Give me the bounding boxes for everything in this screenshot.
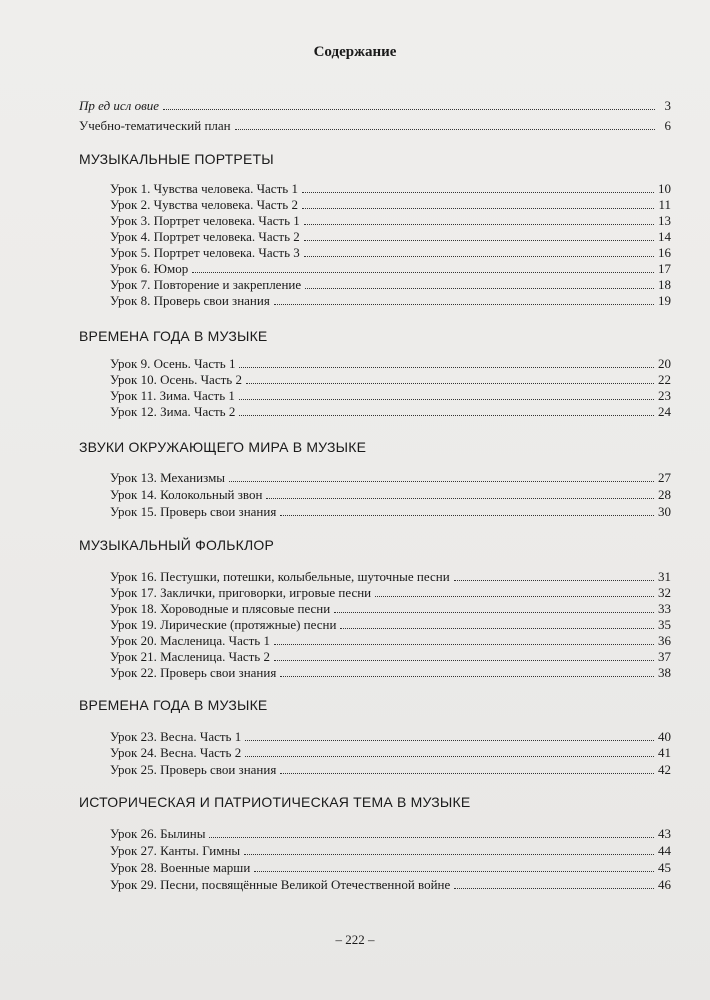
toc-entry-label: Урок 16. Пестушки, потешки, колыбельные, шуточные песни [110,569,450,584]
leader-dots [254,860,654,872]
toc-entry [79,118,671,134]
toc-entry-label: Урок 24. Весна. Часть 2 [110,745,242,760]
toc-entry-page: 13 [658,213,671,228]
leader-dots [239,388,654,400]
toc-entry [110,617,671,633]
toc-entry-label: Урок 15. Проверь свои знания [110,504,277,519]
leader-dots [229,470,654,482]
toc-entry-label: Учебно-тематический план [79,118,231,133]
toc-entry [110,213,671,229]
toc-entry-label: Урок 11. Зима. Часть 1 [110,388,235,403]
toc-entry-page: 20 [658,356,671,371]
toc-entry-label: Урок 4. Портрет человека. Часть 2 [110,229,300,244]
toc-entry-page: 30 [658,504,671,519]
toc-entry [110,470,671,486]
toc-entry-page: 3 [664,98,671,113]
toc-entry-label: Урок 29. Песни, посвящённые Великой Отечественной войне [110,877,451,892]
leader-dots [280,762,654,774]
leader-dots [246,372,654,384]
toc-entry [110,487,671,503]
toc-entry [110,877,671,893]
toc-entry [110,261,671,277]
toc-entry [110,277,671,293]
toc-entry [110,569,671,585]
section-heading: МУЗЫКАЛЬНЫЙ ФОЛЬКЛОР [79,537,275,553]
toc-entry [110,293,671,309]
leader-dots [304,245,654,257]
toc-entry-label: Урок 13. Механизмы [110,470,226,485]
leader-dots [454,569,654,581]
toc-entry-page: 40 [658,729,671,744]
leader-dots [244,843,654,855]
leader-dots [266,487,654,499]
toc-entry-page: 11 [658,197,671,212]
leader-dots [192,261,654,273]
toc-entry [110,197,671,213]
toc-entry [79,98,671,114]
toc-entry-page: 43 [658,826,671,841]
toc-entry-label: Урок 27. Канты. Гимны [110,843,241,858]
toc-entry [110,843,671,859]
toc-entry-page: 10 [658,181,671,196]
toc-entry-page: 36 [658,633,671,648]
toc-entry-page: 44 [658,843,671,858]
toc-entry-label: Урок 10. Осень. Часть 2 [110,372,242,387]
toc-entry [110,745,671,761]
toc-entry-page: 27 [658,470,671,485]
leader-dots [305,277,654,289]
toc-entry [110,729,671,745]
section-heading: МУЗЫКАЛЬНЫЕ ПОРТРЕТЫ [79,151,274,167]
toc-entry [110,633,671,649]
toc-entry-page: 28 [658,487,671,502]
toc-entry-page: 33 [658,601,671,616]
toc-entry [110,665,671,681]
leader-dots [454,877,654,889]
leader-dots [274,633,654,645]
leader-dots [375,585,654,597]
toc-entry [110,601,671,617]
leader-dots [274,293,654,305]
toc-entry-page: 17 [658,261,671,276]
toc-entry-label: Урок 2. Чувства человека. Часть 2 [110,197,298,212]
leader-dots [245,745,654,757]
toc-entry-page: 16 [658,245,671,260]
section-heading: ЗВУКИ ОКРУЖАЮЩЕГО МИРА В МУЗЫКЕ [79,439,367,455]
toc-entry [110,245,671,261]
page-number: – 222 – [335,932,375,947]
toc-entry-label: Урок 22. Проверь свои знания [110,665,277,680]
toc-entry [110,649,671,665]
toc-entry-label: Урок 5. Портрет человека. Часть 3 [110,245,300,260]
toc-entry-label: Урок 3. Портрет человека. Часть 1 [110,213,300,228]
section-heading: ВРЕМЕНА ГОДА В МУЗЫКЕ [79,697,268,713]
toc-entry-page: 22 [658,372,671,387]
leader-dots [304,213,654,225]
toc-entry [110,181,671,197]
leader-dots [302,197,655,209]
leader-dots [163,98,655,110]
toc-entry [110,229,671,245]
toc-entry-page: 46 [658,877,671,892]
leader-dots [340,617,654,629]
toc-entry [110,372,671,388]
toc-entry-label: Урок 1. Чувства человека. Часть 1 [110,181,298,196]
toc-entry-page: 37 [658,649,671,664]
toc-entry-page: 18 [658,277,671,292]
toc-entry-label: Урок 21. Масленица. Часть 2 [110,649,270,664]
toc-entry-label: Урок 19. Лирические (протяжные) песни [110,617,337,632]
toc-entry-page: 6 [664,118,671,133]
leader-dots [245,729,654,741]
toc-entry-page: 31 [658,569,671,584]
toc-entry-page: 14 [658,229,671,244]
toc-entry-label: Урок 7. Повторение и закрепление [110,277,302,292]
toc-entry-page: 41 [658,745,671,760]
toc-entry-page: 24 [658,404,671,419]
toc-entry [110,356,671,372]
toc-entry-label: Урок 25. Проверь свои знания [110,762,277,777]
toc-entry [110,504,671,520]
toc-entry [110,826,671,842]
toc-entry-label: Урок 20. Масленица. Часть 1 [110,633,270,648]
leader-dots [239,404,654,416]
leader-dots [239,356,654,368]
section-heading: ИСТОРИЧЕСКАЯ И ПАТРИОТИЧЕСКАЯ ТЕМА В МУЗЫКЕ [79,794,471,810]
leader-dots [280,665,654,677]
toc-entry-label: Урок 6. Юмор [110,261,189,276]
toc-entry [110,388,671,404]
toc-entry-page: 38 [658,665,671,680]
toc-entry [110,762,671,778]
toc-entry-label: Урок 14. Колокольный звон [110,487,263,502]
toc-entry [110,860,671,876]
toc-entry-label: Урок 12. Зима. Часть 2 [110,404,236,419]
toc-entry [110,585,671,601]
toc-entry-page: 45 [658,860,671,875]
page-title: Содержание [313,44,397,60]
leader-dots [235,118,655,130]
toc-entry-label: Урок 23. Весна. Часть 1 [110,729,242,744]
toc-entry-label: Урок 8. Проверь свои знания [110,293,270,308]
leader-dots [304,229,654,241]
leader-dots [334,601,654,613]
toc-entry-label: Урок 17. Заклички, приговорки, игровые песни [110,585,372,600]
leader-dots [274,649,654,661]
toc-entry-label: Урок 9. Осень. Часть 1 [110,356,236,371]
toc-entry-page: 32 [658,585,671,600]
toc-entry-page: 35 [658,617,671,632]
toc-entry-label: Урок 18. Хороводные и плясовые песни [110,601,331,616]
leader-dots [280,504,654,516]
leader-dots [302,181,654,193]
leader-dots [209,826,654,838]
toc-entry-label: Пр ед исл овие [79,98,160,113]
toc-entry-page: 19 [658,293,671,308]
toc-entry [110,404,671,420]
toc-entry-label: Урок 28. Военные марши [110,860,251,875]
toc-entry-label: Урок 26. Былины [110,826,206,841]
section-heading: ВРЕМЕНА ГОДА В МУЗЫКЕ [79,328,268,344]
toc-entry-page: 23 [658,388,671,403]
toc-entry-page: 42 [658,762,671,777]
